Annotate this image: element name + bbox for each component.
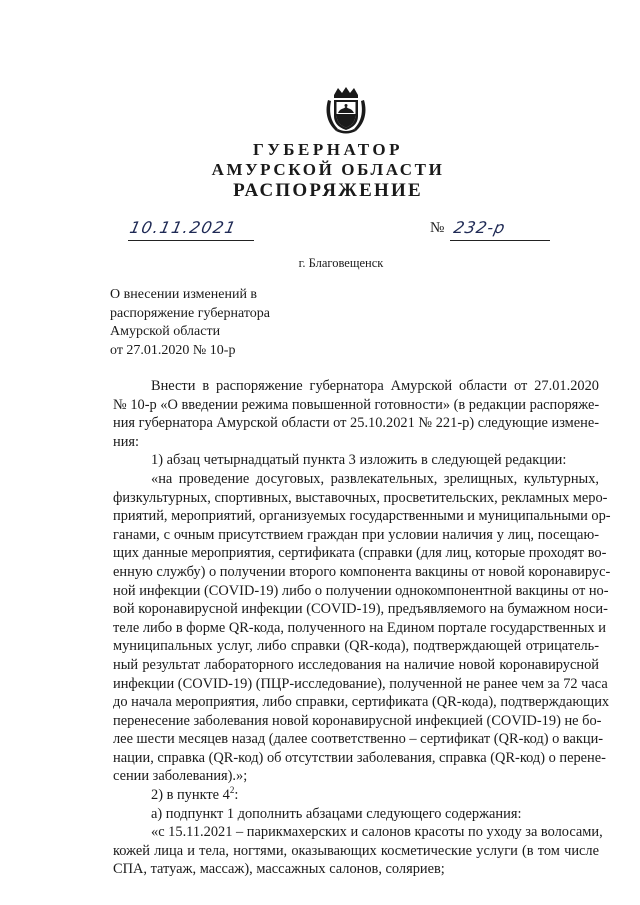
- subject-block: [110, 286, 270, 360]
- city-line: г. Благовещенск: [298, 256, 384, 270]
- body-line: «с 15.11.2021 – парикмахерских и салонов красоты по уходу за волосами,: [151, 824, 603, 841]
- header-title-region: АМУРСКОЙ ОБЛАСТИ: [211, 160, 445, 179]
- body-line: ния губернатора Амурской области от 25.10.2021 № 221-р) следующие измене-: [113, 415, 600, 432]
- header-title-governor: ГУБЕРНАТОР: [253, 140, 403, 159]
- body-line: нации, справка (QR-код) об отсутствии заболевания, справка (QR-код) о перене-: [113, 749, 606, 766]
- body-line: 1) абзац четырнадцатый пункта 3 изложить в следующей редакции:: [151, 452, 567, 469]
- body-line: сении заболевания).»;: [113, 768, 248, 785]
- number-label: №: [430, 220, 445, 236]
- body-line: ный результат лабораторного исследования на наличие новой коронавирусной: [113, 656, 599, 673]
- subject-line: О внесении изменений в: [110, 287, 258, 302]
- body-line: № 10-р «О введении режима повышенной готовности» (в редакции распоряже-: [113, 396, 600, 413]
- body-line: лее шести месяцев назад (далее соответственно – сертификат (QR-код) о вакци-: [113, 731, 604, 748]
- body-line: кожей лица и тела, ногтями, оказывающих косметические услуги (в том числе: [113, 842, 599, 859]
- body-line: до начала мероприятия, либо справки, сертификата (QR-кода), подтверждающих: [113, 694, 610, 711]
- body-line: ганами, с очным присутствием граждан при условии наличия у лиц, посещаю-: [113, 526, 599, 543]
- body-line: инфекции (COVID-19) (ПЦР-исследование), полученной не ранее чем за 72 часа: [113, 675, 608, 692]
- handwritten-number: 232-р: [451, 218, 508, 237]
- header-title-order: РАСПОРЯЖЕНИЕ: [233, 180, 423, 201]
- coat-of-arms-emblem: [324, 86, 368, 136]
- body-line: приятий, мероприятий, организуемых государственными и муниципальными ор-: [113, 508, 611, 525]
- subject-line: распоряжение губернатора: [110, 305, 270, 321]
- number-field: [450, 218, 550, 241]
- body-line: ной инфекции (COVID-19) либо о получении однокомпонентной вакцины от но-: [113, 582, 609, 599]
- body-line: СПА, татуаж, массаж), массажных салонов, соляриев;: [113, 861, 445, 878]
- date-field: [128, 218, 254, 241]
- body-line: теле либо в форме QR-кода, полученного на Едином портале государственных и: [113, 619, 606, 636]
- body-line: а) подпункт 1 дополнить абзацами следующего содержания:: [151, 805, 522, 822]
- body-line: муниципальных услуг, либо справки (QR-кода), подтверждающей отрицатель-: [113, 638, 599, 655]
- order-body-text: [113, 377, 611, 879]
- body-line: вой коронавирусной инфекции (COVID-19), предъявляемого на бумажном носи-: [113, 601, 608, 618]
- body-line: Внести в распоряжение губернатора Амурской области от 27.01.2020: [151, 378, 599, 394]
- handwritten-date: 10.11.2021: [127, 218, 239, 237]
- subject-line: Амурской области: [110, 324, 221, 339]
- body-line: «на проведение досуговых, развлекательных, зрелищных, культурных,: [151, 470, 599, 487]
- body-line: 2) в пункте $4^2$:: [151, 785, 239, 804]
- body-line: енную службу) о получении второго компонента вакцины от новой коронавирус-: [113, 563, 611, 580]
- subject-line: от 27.01.2020 № 10-р: [110, 342, 236, 358]
- body-line: физкультурных, спортивных, выставочных, просветительских, рекламных меро-: [113, 489, 608, 506]
- body-line: щих данные мероприятия, сертификата (справки (для лиц, которые проходят во-: [113, 545, 607, 562]
- body-line: перенесение заболевания новой коронавирусной инфекцией (COVID-19) не бо-: [113, 712, 602, 729]
- body-line: ния:: [113, 433, 140, 450]
